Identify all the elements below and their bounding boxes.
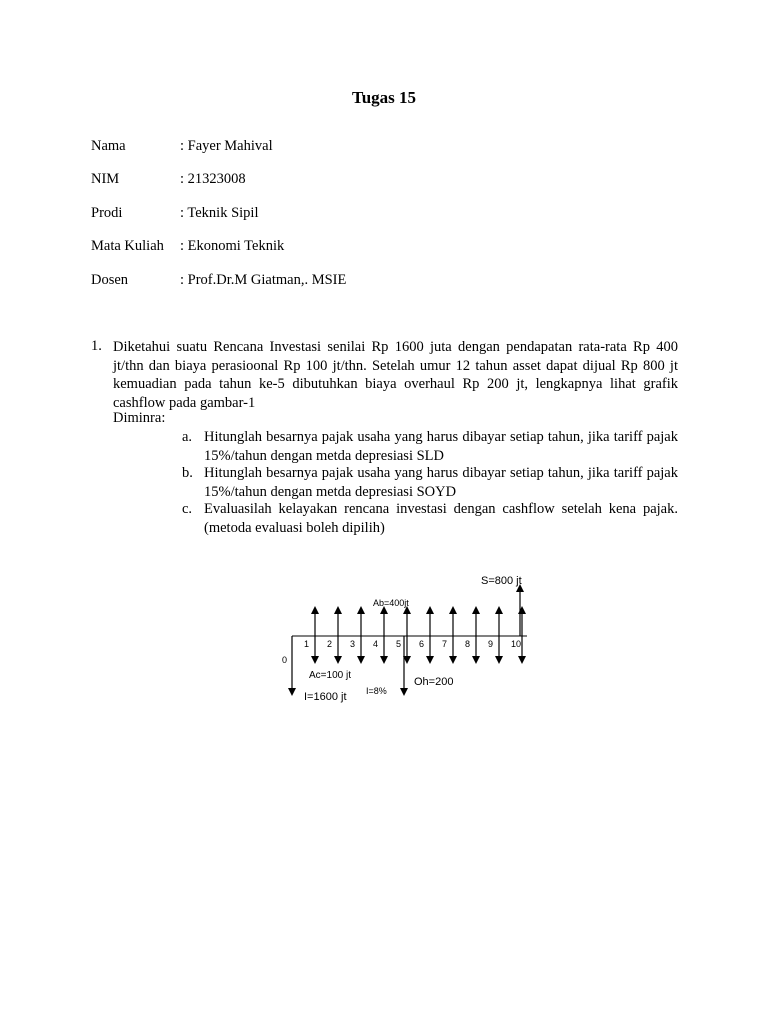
diminta-label: Diminra: (113, 410, 166, 426)
zero-label: 0 (282, 655, 288, 665)
period-arrows (315, 610, 522, 660)
period-label-6: 6 (419, 639, 425, 649)
overhaul-label: Oh=200 (414, 676, 454, 688)
period-ticks (304, 639, 521, 649)
period-label-2: 2 (327, 639, 333, 649)
sub-question-text: Evaluasilah kelayakan rencana investasi dengan cashflow setelah kena pajak.(metoda evaluasi boleh dipilih) (204, 501, 678, 536)
income-label: Ab=400jt (373, 598, 409, 608)
question-text: Diketahui suatu Rencana Investasi senilai Rp 1600 juta dengan pendapatan rata-rata Rp 400 jt/thn dan biaya perasioonal Rp 100 jt/thn. Setelah umur 12 tahun asset dapat dijual Rp 800 jt kemuadian pada tahun ke-5 dibutuhkan biaya overhaul Rp 200 jt, lengkapnya lihat grafik cashflow pada gambar-1 (113, 339, 678, 411)
dosen-value: : Prof.Dr.M Giatman,. MSIE (180, 272, 347, 288)
prodi-label: Prodi (91, 205, 123, 221)
period-label-3: 3 (350, 639, 356, 649)
nama-label: Nama (91, 138, 126, 154)
period-label-5: 5 (396, 639, 402, 649)
prodi-value: : Teknik Sipil (180, 205, 259, 221)
rate-label: I=8% (366, 686, 387, 696)
period-label-10: 10 (511, 639, 522, 649)
nim-value: : 21323008 (180, 171, 246, 187)
investment-label: I=1600 jt (304, 691, 347, 703)
mata-kuliah-label: Mata Kuliah (91, 238, 164, 254)
period-label-7: 7 (442, 639, 448, 649)
dosen-label: Dosen (91, 272, 129, 288)
sub-question-text: Hitunglah besarnya pajak usaha yang harus dibayar setiap tahun, jika tariff pajak 15%/tahun dengan metda depresiasi SLD (204, 429, 678, 464)
question-number: 1. (91, 338, 102, 354)
sub-question-letter: c. (182, 501, 193, 517)
sub-question-text: Hitunglah besarnya pajak usaha yang harus dibayar setiap tahun, jika tariff pajak 15%/tahun dengan metda depresiasi SOYD (204, 465, 678, 500)
sub-question-letter: a. (182, 429, 193, 445)
mata-kuliah-value: : Ekonomi Teknik (180, 238, 285, 254)
period-label-4: 4 (373, 639, 379, 649)
period-label-9: 9 (488, 639, 494, 649)
period-label-8: 8 (465, 639, 471, 649)
sub-question-letter: b. (182, 465, 193, 481)
salvage-label: S=800 jt (481, 575, 522, 587)
period-label-1: 1 (304, 639, 310, 649)
nim-label: NIM (91, 171, 120, 187)
document-title: Tugas 15 (351, 88, 417, 107)
nama-value: : Fayer Mahival (180, 138, 273, 154)
cost-label: Ac=100 jt (309, 670, 351, 681)
